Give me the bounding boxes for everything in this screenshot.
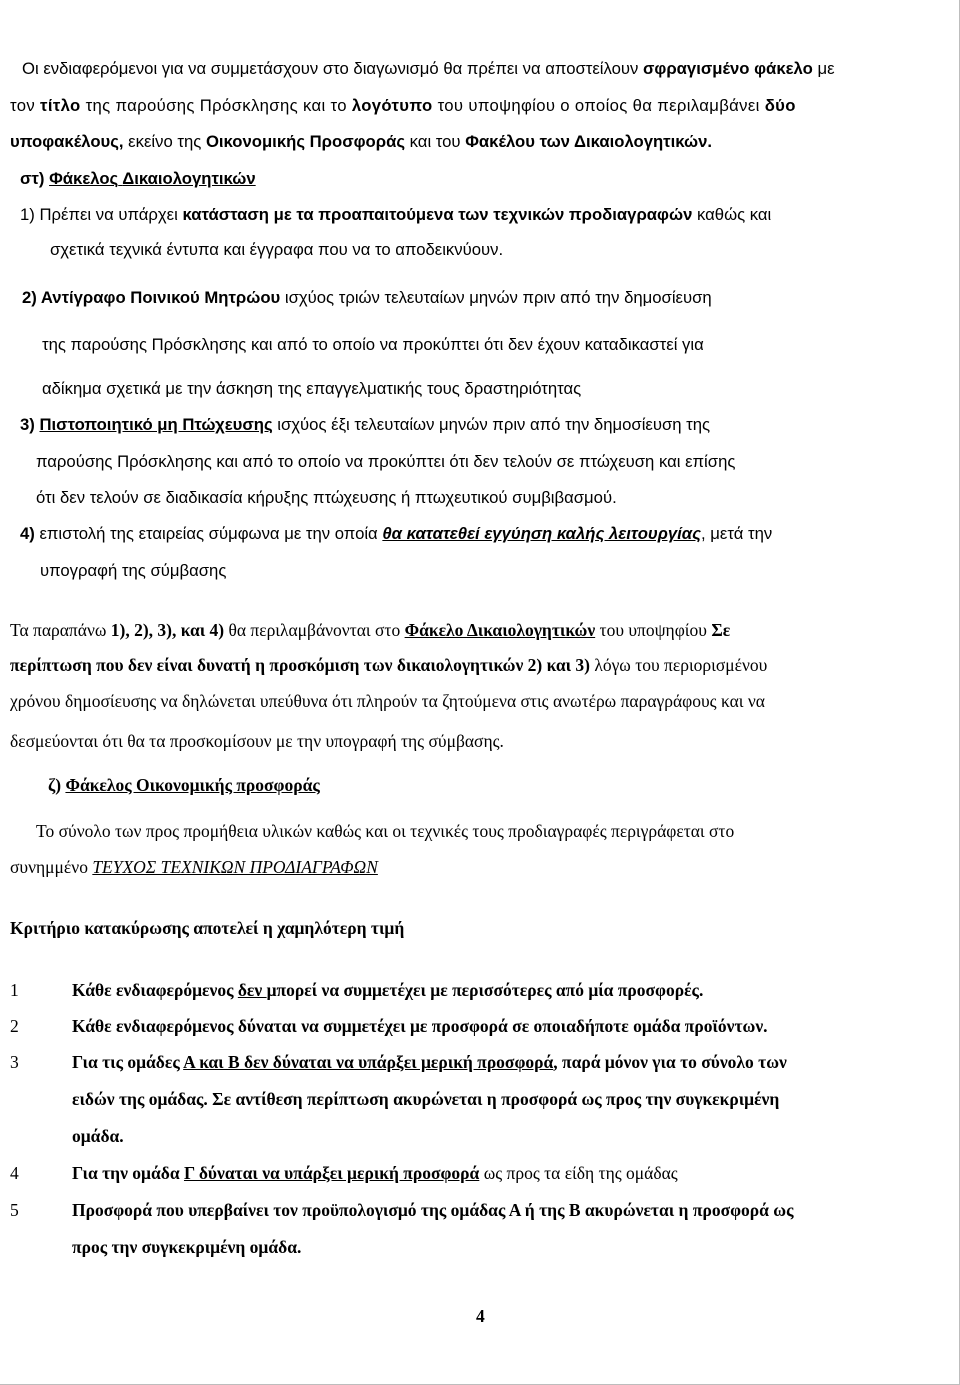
logo-text: λογότυπο	[351, 96, 433, 115]
summary-line-1	[10, 620, 730, 640]
text: της παρούσης Πρόσκλησης και το	[80, 96, 352, 115]
text: Τα παραπάνω	[10, 620, 111, 640]
item1-line-2: σχετικά τεχνικά έντυπα και έγγραφα που να το αποδεικνύουν.	[50, 240, 504, 259]
section-title: Φάκελος	[49, 169, 119, 188]
text: κατάσταση με τα προαπαιτούμενα των τεχνικών προδιαγραφών	[182, 205, 693, 224]
text: και του	[405, 132, 466, 151]
text: υποφακέλους,	[10, 132, 124, 151]
rule-number: 2	[10, 1016, 19, 1036]
section-prefix: ζ)	[48, 775, 66, 795]
item1-line-1	[20, 205, 771, 225]
title-text: τίτλο	[40, 96, 81, 115]
item4-line-1	[20, 524, 772, 544]
rule-5: Προσφορά που υπερβαίνει τον προϋπολογισμό της ομάδας Α ή της Β ακυρώνεται η προσφορά ως	[72, 1200, 794, 1220]
rule-number: 3	[10, 1052, 19, 1072]
page-number: 4	[476, 1306, 485, 1326]
section-title: Δικαιολογητικών	[122, 169, 256, 188]
text: Για τις ομάδες	[72, 1052, 184, 1072]
rule-5-line-2: προς την συγκεκριμένη ομάδα.	[72, 1237, 302, 1257]
text: μπορεί να συμμετέχει με περισσότερες από μία προσφορές.	[266, 980, 704, 1000]
two-text: δύο	[764, 96, 796, 115]
item2-line-1	[22, 288, 712, 308]
text: Για την ομάδα	[72, 1163, 184, 1183]
rule-1	[72, 980, 703, 1000]
text: Σε	[711, 620, 731, 640]
rule-number: 1	[10, 980, 19, 1000]
summary-line-4: δεσμεύονται ότι θα τα προσκομίσουν με την υπογραφή της σύμβασης.	[10, 731, 504, 751]
text: Οι ενδιαφερόμενοι για να συμμετάσχουν στο διαγωνισμό θα πρέπει να αποστείλουν	[22, 59, 643, 78]
intro-line-3	[10, 132, 712, 152]
intro-line-1	[22, 59, 835, 79]
item2-line-2: της παρούσης Πρόσκλησης και από το οποίο να προκύπτει ότι δεν έχουν καταδικαστεί για	[42, 335, 704, 354]
text: Κάθε ενδιαφερόμενος	[72, 980, 238, 1000]
section-prefix: στ)	[20, 169, 50, 188]
text: 1) Πρέπει να υπάρχει	[20, 205, 183, 224]
text: τον	[10, 96, 41, 115]
text: συνημμένο	[10, 857, 93, 877]
rule-number: 5	[10, 1200, 19, 1220]
item2-line-3: αδίκημα σχετικά με την άσκηση της επαγγελματικής τους δραστηριότητας	[42, 379, 582, 398]
section-z-heading	[48, 775, 320, 795]
text: 4)	[20, 524, 35, 543]
section-st-heading	[20, 169, 256, 189]
sealed-envelope-text: σφραγισμένο φάκελο	[643, 59, 813, 78]
text: ισχύος έξι τελευταίων μηνών πριν από την δημοσίευση της	[272, 415, 711, 434]
text: δεν	[237, 980, 267, 1000]
text: Πιστοποιητικό μη Πτώχευσης	[39, 415, 273, 434]
text: 1), 2), 3), και 4)	[110, 620, 225, 640]
text: ως προς τα είδη της ομάδας	[479, 1163, 678, 1183]
text: 2) Αντίγραφο Ποινικού Μητρώου	[22, 288, 281, 307]
text: , παρά μόνον για το σύνολο των	[553, 1052, 787, 1072]
text: Οικονομικής Προσφοράς	[205, 132, 406, 151]
guarantee-text: θα κατατεθεί εγγύηση καλής λειτουργίας	[382, 524, 702, 543]
text: λόγω του περιορισμένου	[589, 655, 768, 675]
rule-3-line-2: ειδών της ομάδας. Σε αντίθεση περίπτωση ακυρώνεται η προσφορά ως προς την συγκεκριμένη	[72, 1089, 780, 1109]
text: 3)	[20, 415, 40, 434]
text: Φάκελο Δικαιολογητικών	[404, 620, 596, 640]
text: θα περιλαμβάνονται στο	[224, 620, 405, 640]
text: καθώς και	[692, 205, 772, 224]
criterion: Κριτήριο κατακύρωσης αποτελεί η χαμηλότερη τιμή	[10, 918, 405, 938]
summary-line-3: χρόνου δημοσίευσης να δηλώνεται υπεύθυνα ότι πληρούν τα ζητούμενα στις ανωτέρω παραγράφους και να	[10, 691, 765, 711]
item3-line-1	[20, 415, 710, 435]
rule-3-line-3: ομάδα.	[72, 1126, 124, 1146]
summary-line-2	[10, 655, 767, 675]
section-title: Φάκελος Οικονομικής προσφοράς	[65, 775, 320, 795]
text: του υποψηφίου ο οποίος θα περιλαμβάνει	[432, 96, 765, 115]
intro-line-2	[10, 96, 796, 116]
rule-3	[72, 1052, 787, 1072]
text: του υποψηφίου	[595, 620, 712, 640]
tech-line-1: Το σύνολο των προς προμήθεια υλικών καθώς και οι τεχνικές τους προδιαγραφές περιγράφεται στο	[36, 821, 735, 841]
item4-line-2: υπογραφή της σύμβασης	[40, 561, 227, 580]
text: Γ δύναται να υπάρξει μερική προσφορά	[183, 1163, 480, 1183]
tech-specs-title: ΤΕΥΧΟΣ ΤΕΧΝΙΚΩΝ ΠΡΟΔΙΑΓΡΑΦΩΝ	[92, 857, 378, 877]
tech-line-2	[10, 857, 378, 877]
text: εκείνο της	[123, 132, 206, 151]
rule-2: Κάθε ενδιαφερόμενος δύναται να συμμετέχει με προσφορά σε οποιαδήποτε ομάδα προϊόντων.	[72, 1016, 768, 1036]
text: Φακέλου των Δικαιολογητικών.	[465, 132, 713, 151]
rule-4	[72, 1163, 678, 1183]
text: Α και Β δεν δύναται να υπάρξει μερική προσφορά	[183, 1052, 554, 1072]
text: περίπτωση που δεν είναι δυνατή η προσκόμιση των δικαιολογητικών 2) και 3)	[10, 655, 590, 675]
text: με	[812, 59, 835, 78]
text: επιστολή της εταιρείας σύμφωνα με την οποία	[34, 524, 383, 543]
text: , μετά την	[701, 524, 773, 543]
item3-line-2: παρούσης Πρόσκλησης και από το οποίο να προκύπτει ότι δεν τελούν σε πτώχευση και επίσης	[36, 452, 736, 471]
item3-line-3: ότι δεν τελούν σε διαδικασία κήρυξης πτώχευσης ή πτωχευτικού συμβιβασμού.	[36, 488, 617, 507]
rule-number: 4	[10, 1163, 19, 1183]
text: ισχύος τριών τελευταίων μηνών πριν από την δημοσίευση	[280, 288, 712, 307]
